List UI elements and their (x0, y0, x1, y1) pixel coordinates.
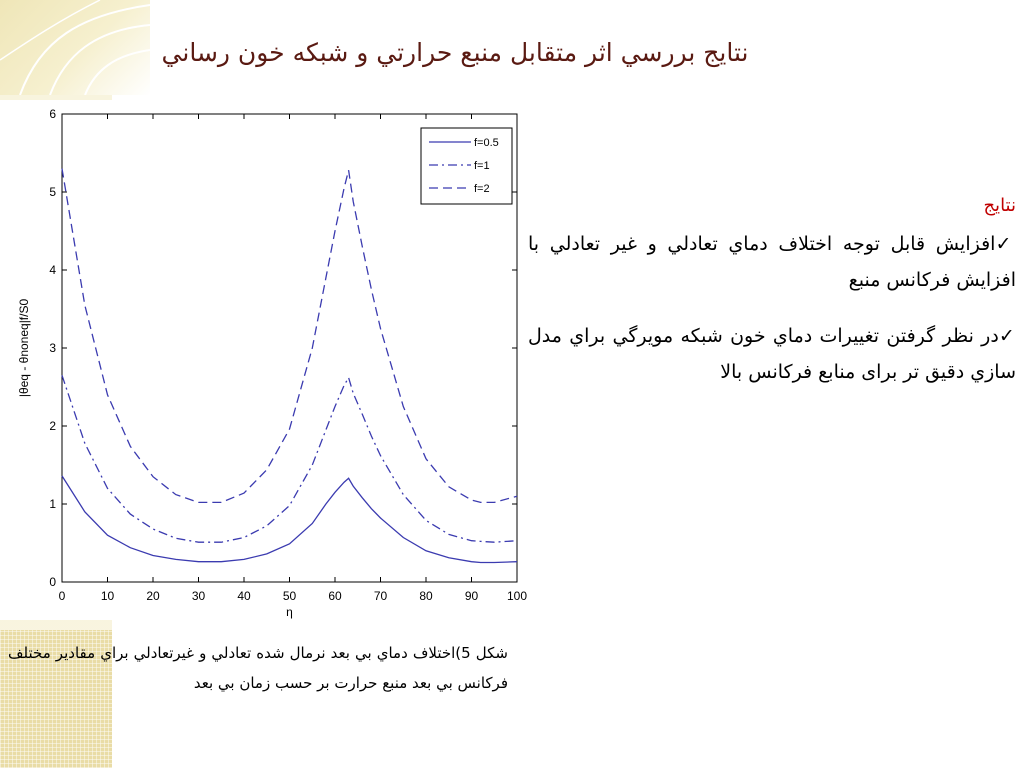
x-tick-label: 10 (100, 589, 115, 603)
x-tick-label: 80 (419, 589, 433, 603)
y-tick-label: 6 (49, 107, 56, 121)
y-tick-label: 0 (49, 575, 56, 589)
x-tick-label: 20 (146, 589, 160, 603)
legend-label: f=0.5 (474, 137, 499, 149)
y-tick-label: 1 (49, 497, 56, 511)
line-chart (0, 100, 540, 620)
corner-decoration (0, 0, 150, 95)
x-tick-label: 50 (282, 589, 297, 603)
y-tick-label: 5 (49, 185, 56, 199)
x-tick-label: 40 (237, 589, 251, 603)
result-bullet-text: افزايش قابل توجه اختلاف دماي تعادلي و غير تعادلي با افزايش فركانس منبع (528, 233, 1016, 291)
result-bullet-1 (528, 226, 1016, 298)
x-tick-label: 100 (506, 589, 528, 603)
y-tick-label: 4 (49, 263, 56, 277)
figure-caption: شكل 5)اختلاف دماي بي بعد نرمال شده تعادلي و غيرتعادلي براي مقادير مختلف فركانس بي بعد منبع حرارت بر حسب زمان بي بعد (8, 644, 508, 692)
results-panel (528, 188, 1016, 390)
chart-area (0, 100, 540, 620)
result-bullet-2 (528, 318, 1016, 390)
check-icon: ✓ (995, 233, 1016, 255)
x-axis-label: η (286, 605, 293, 619)
x-tick-label: 30 (191, 589, 206, 603)
corner-swirl (0, 0, 150, 95)
x-tick-label: 90 (464, 589, 479, 603)
check-icon: ✓ (998, 325, 1016, 347)
x-tick-label: 70 (373, 589, 388, 603)
y-tick-label: 2 (49, 419, 56, 433)
y-tick-label: 3 (49, 341, 56, 355)
y-axis-label: |θeq - θnoneq|f/S0 (17, 298, 31, 398)
x-tick-label: 0 (58, 589, 66, 603)
results-heading: نتايج (983, 195, 1016, 216)
legend-label: f=2 (474, 183, 490, 195)
legend-label: f=1 (474, 160, 490, 172)
result-bullet-text: در نظر گرفتن تغييرات دماي خون شبكه مويرگي براي مدل سازي دقيق تر برای منابع فركانس بالا (528, 325, 1016, 383)
slide-title: نتايج بررسي اثر متقابل منبع حرارتي و شبكه خون رساني (161, 38, 749, 67)
x-tick-label: 60 (328, 589, 342, 603)
